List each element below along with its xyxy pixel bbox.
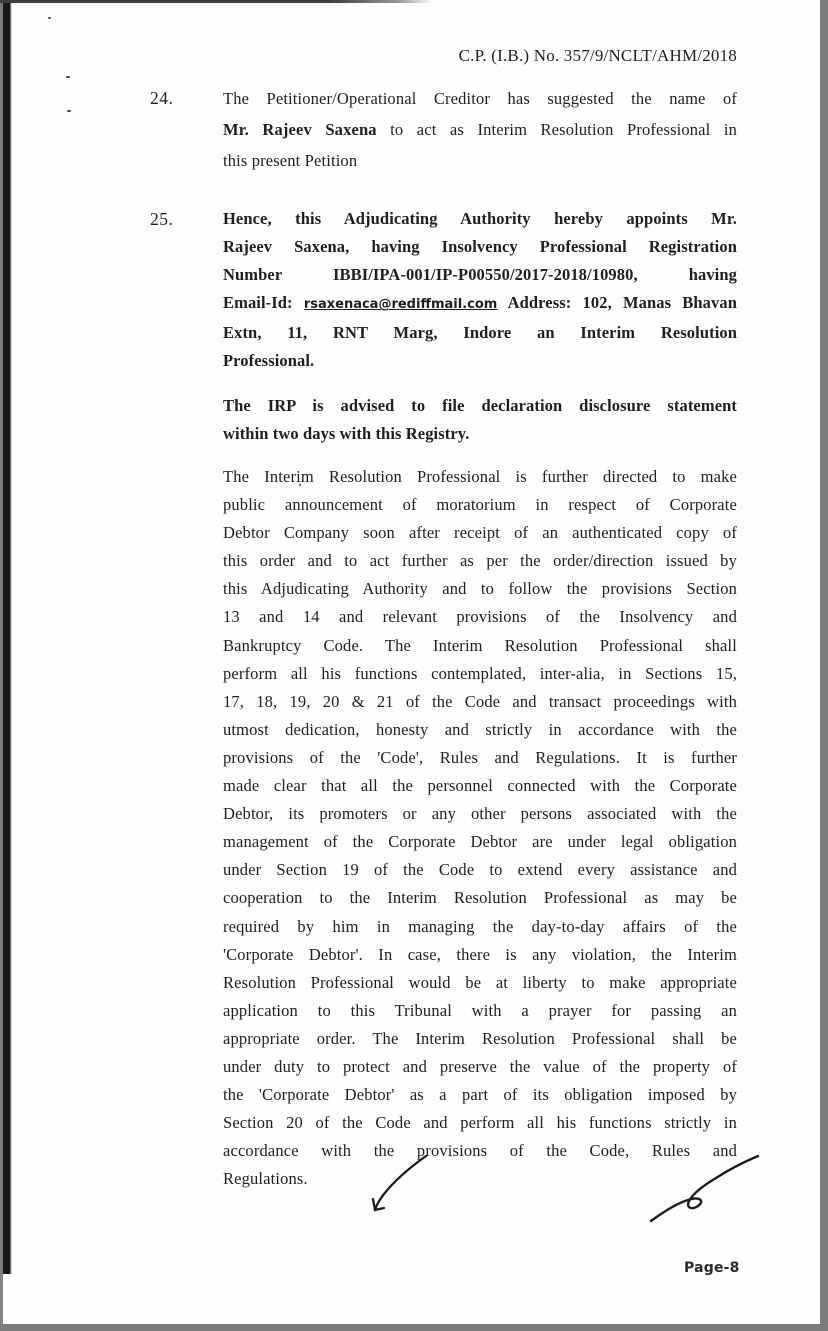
text-line: public announcement of moratorium in respect of Corporate xyxy=(223,495,737,515)
text-line: Debtor Company soon after receipt of an authenticated copy of xyxy=(223,523,737,543)
irp-advisory-paragraph xyxy=(150,392,737,448)
text-line: The Interim Resolution Professional is further directed to make xyxy=(223,467,737,486)
text-line: this order and to act further as per the order/direction issued by xyxy=(223,551,737,571)
text-line: the 'Corporate Debtor' as a part of its obligation imposed by xyxy=(223,1085,737,1105)
text-line: Section 20 of the Code and perform all his functions strictly in xyxy=(223,1113,737,1133)
text-line: 'Corporate Debtor'. In case, there is any violation, the Interim xyxy=(223,944,737,964)
text-line: Hence, this Adjudicating Authority hereby appoints Mr. xyxy=(223,209,737,228)
text-line: 17, 18, 19, 20 & 21 of the Code and transact proceedings with xyxy=(223,691,737,711)
email-text: rsaxenaca@rediffmail.com xyxy=(303,297,498,312)
page-number-label: Page-8 xyxy=(684,1260,740,1276)
text-line: this Adjudicating Authority and to follow the provisions Section xyxy=(223,579,737,599)
text-line: Regulations. xyxy=(223,1169,308,1189)
bold-text: Mr. Rajeev Saxena xyxy=(223,120,377,139)
document-content xyxy=(150,46,737,1193)
irp-directions-paragraph xyxy=(150,463,737,1193)
paragraph-text xyxy=(223,83,737,176)
text-line: Rajeev Saxena, having Insolvency Professional Registration xyxy=(223,237,737,256)
paragraph-number: 24. xyxy=(150,88,174,108)
paragraph-text xyxy=(223,392,737,448)
text-line: Bankruptcy Code. The Interim Resolution Professional shall xyxy=(223,635,737,655)
text-line: The Petitioner/Operational Creditor has suggested the name of xyxy=(223,89,737,108)
text-line: cooperation to the Interim Resolution Professional as may be xyxy=(223,888,737,908)
text-line: Email-Id: rsaxenaca@rediffmail.com Address: 102, Manas Bhavan xyxy=(223,293,737,312)
text-line: Professional. xyxy=(223,351,315,370)
signature-left xyxy=(362,1150,432,1233)
scan-speck xyxy=(48,17,51,19)
case-number: C.P. (I.B.) No. 357/9/NCLT/AHM/2018 xyxy=(458,46,737,65)
text-line: under duty to protect and preserve the value of the property of xyxy=(223,1056,737,1076)
paragraph-24 xyxy=(150,83,737,176)
text-line: required by him in managing the day-to-day affairs of the xyxy=(223,916,737,936)
paragraph-25 xyxy=(150,205,737,375)
scan-edge-right-bar xyxy=(820,0,828,1331)
text-line: accordance with the provisions of the Code, Rules and xyxy=(223,1141,737,1161)
text-line: made clear that all the personnel connected with the Corporate xyxy=(223,776,737,796)
text-line: application to this Tribunal with a prayer for passing an xyxy=(223,1000,737,1020)
signature-right xyxy=(646,1153,766,1240)
text-line: utmost dedication, honesty and strictly in accordance with the xyxy=(223,719,737,739)
text-line: management of the Corporate Debtor are under legal obligation xyxy=(223,832,737,852)
scan-edge-bottom-bar xyxy=(0,1324,828,1331)
paragraph-text xyxy=(223,205,737,375)
text-line: Mr. Rajeev Saxena to act as Interim Resolution Professional in xyxy=(223,120,737,139)
text-line: The IRP is advised to file declaration disclosure statement xyxy=(223,396,737,415)
text-line: perform all his functions contemplated, inter-alia, in Sections 15, xyxy=(223,663,737,683)
text-line: within two days with this Registry. xyxy=(223,424,470,443)
text-line: Number IBBI/IPA-001/IP-P00550/2017-2018/10980, having xyxy=(223,265,737,284)
text-line: appropriate order. The Interim Resolution Professional shall be xyxy=(223,1028,737,1048)
text-line: provisions of the 'Code', Rules and Regulations. It is further xyxy=(223,747,737,767)
text-line: this present Petition xyxy=(223,151,358,170)
text-line: under Section 19 of the Code to extend every assistance and xyxy=(223,860,737,880)
text-line: Resolution Professional would be at liberty to make appropriate xyxy=(223,972,737,992)
scan-edge-top-line xyxy=(0,0,432,3)
text-line: Debtor, its promoters or any other persons associated with the xyxy=(223,804,737,824)
paragraph-text xyxy=(223,463,737,1193)
scan-speck xyxy=(66,76,70,78)
scan-speck xyxy=(67,110,71,112)
scan-edge-left-bar xyxy=(0,0,14,1274)
text-line: Extn, 11, RNT Marg, Indore an Interim Resolution xyxy=(223,323,737,342)
text-line: 13 and 14 and relevant provisions of the Insolvency and xyxy=(223,607,737,627)
paragraph-number: 25. xyxy=(150,209,174,229)
